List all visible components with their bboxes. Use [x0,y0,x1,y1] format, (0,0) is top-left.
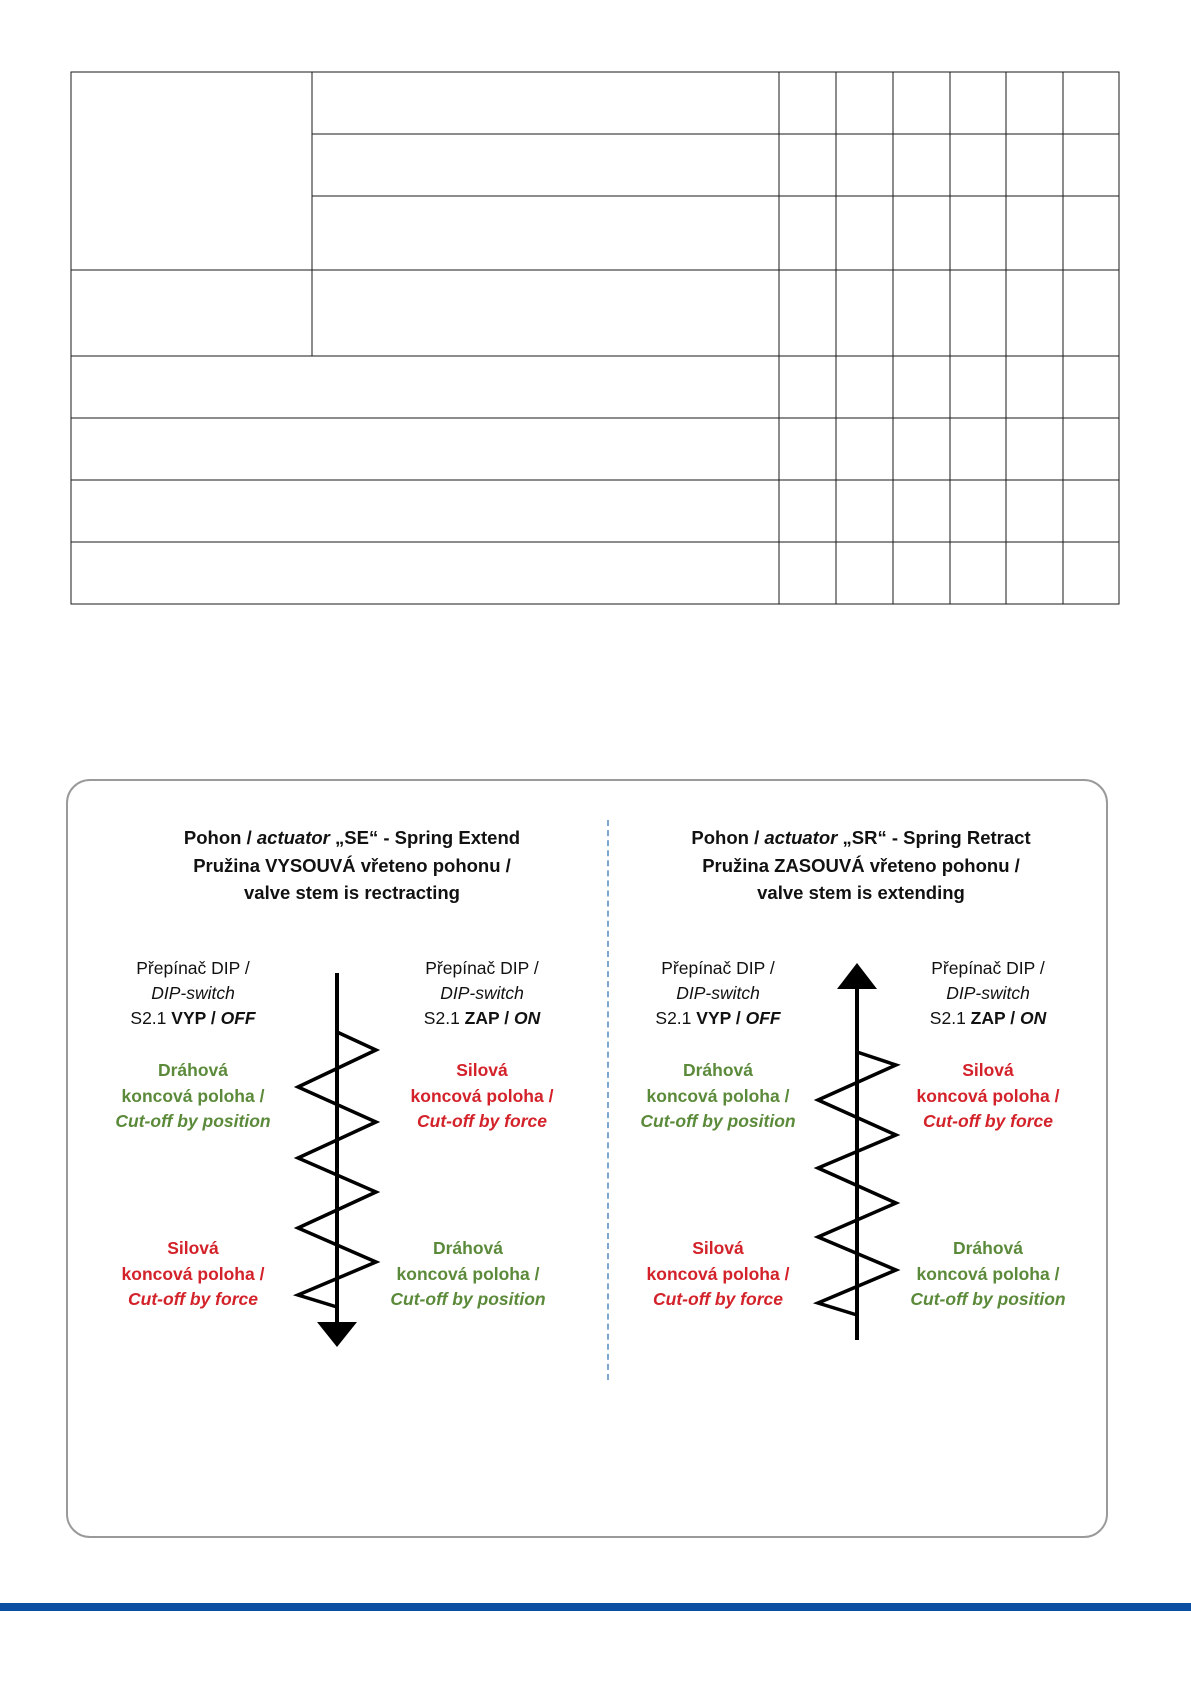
se-upper-left-position-cutoff: Dráhová koncová poloha / Cut-off by position [115,1060,271,1131]
se-spring-arrow-down-icon [280,965,400,1355]
se-lower-left-force-cutoff: Silová koncová poloha / Cut-off by force [121,1238,265,1309]
sr-spring-arrow-up-icon [800,955,920,1345]
table-border [71,72,1119,604]
sr-upper-right-force-cutoff: Silová koncová poloha / Cut-off by force [916,1060,1060,1131]
se-lower-right-position-cutoff: Dráhová koncová poloha / Cut-off by position [390,1238,546,1309]
sr-lower-left-force-cutoff: Silová koncová poloha / Cut-off by force [646,1238,790,1309]
sr-dip-switch-on-label: Přepínač DIP / DIP-switch S2.1 ZAP / ON [929,958,1047,1028]
empty-spec-table [0,0,1191,620]
footer-accent-bar [0,1603,1191,1611]
se-dip-switch-on-label: Přepínač DIP / DIP-switch S2.1 ZAP / ON [423,958,541,1028]
sr-title: Pohon / actuator „SR“ - Spring Retract Pružina ZASOUVÁ vřeteno pohonu / valve stem is extending [691,827,1031,903]
sr-upper-left-position-cutoff: Dráhová koncová poloha / Cut-off by position [640,1060,796,1131]
se-title: Pohon / actuator „SE“ - Spring Extend Pružina VYSOUVÁ vřeteno pohonu / valve stem is rectracting [183,827,521,903]
sr-dip-switch-off-label: Přepínač DIP / DIP-switch S2.1 VYP / OFF [655,958,781,1028]
sr-lower-right-position-cutoff: Dráhová koncová poloha / Cut-off by position [910,1238,1066,1309]
se-dip-switch-off-label: Přepínač DIP / DIP-switch S2.1 VYP / OFF [130,958,256,1028]
se-upper-right-force-cutoff: Silová koncová poloha / Cut-off by force [410,1060,554,1131]
